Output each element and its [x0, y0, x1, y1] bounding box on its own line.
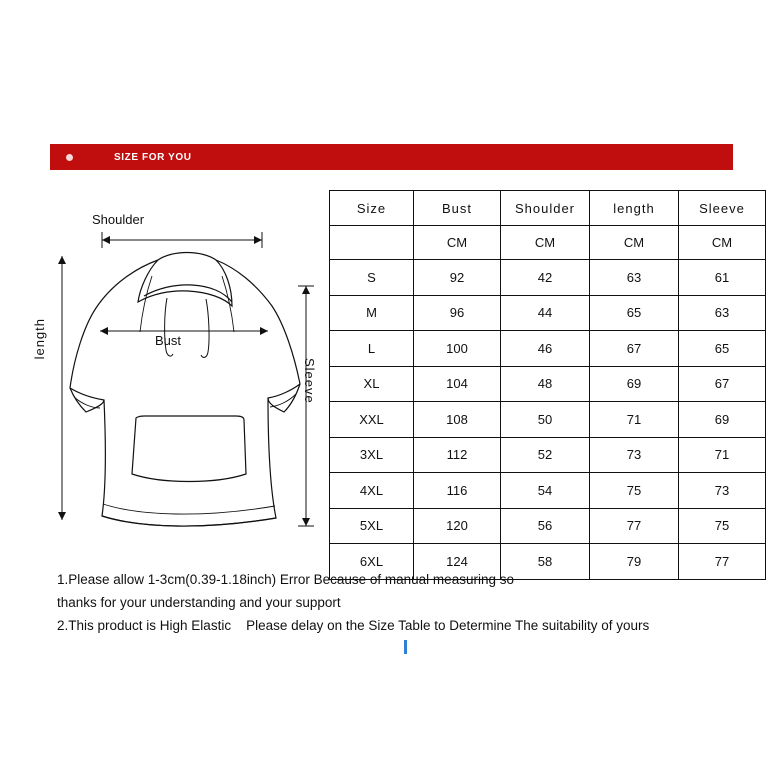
unit-cell-length: CM [590, 226, 679, 260]
column-header-size: Size [330, 191, 414, 226]
cell-shoulder: 58 [501, 544, 590, 580]
note-line-2: thanks for your understanding and your support [57, 595, 341, 610]
cell-shoulder: 44 [501, 295, 590, 331]
table-row [330, 508, 766, 544]
column-header-bust: Bust [414, 191, 501, 226]
unit-cell-bust: CM [414, 226, 501, 260]
table-row [330, 402, 766, 438]
shoulder-measure-label: Shoulder [92, 212, 145, 227]
size-banner [50, 144, 733, 170]
cell-size: S [330, 260, 414, 296]
cell-size: 6XL [330, 544, 414, 580]
cell-length: 73 [590, 437, 679, 473]
cell-sleeve: 61 [679, 260, 766, 296]
cell-shoulder: 42 [501, 260, 590, 296]
column-header-shoulder: Shoulder [501, 191, 590, 226]
cell-sleeve: 63 [679, 295, 766, 331]
cell-shoulder: 46 [501, 331, 590, 367]
cell-shoulder: 50 [501, 402, 590, 438]
unit-cell-sleeve: CM [679, 226, 766, 260]
cell-bust: 116 [414, 473, 501, 509]
cell-sleeve: 69 [679, 402, 766, 438]
cell-size: XL [330, 366, 414, 402]
cell-bust: 104 [414, 366, 501, 402]
cell-size: M [330, 295, 414, 331]
unit-cell-size [330, 226, 414, 260]
cell-sleeve: 71 [679, 437, 766, 473]
table-row [330, 260, 766, 296]
cell-sleeve: 73 [679, 473, 766, 509]
cell-bust: 124 [414, 544, 501, 580]
cell-shoulder: 56 [501, 508, 590, 544]
table-header-row [330, 191, 766, 226]
table-unit-row [330, 226, 766, 260]
cell-bust: 100 [414, 331, 501, 367]
cell-bust: 96 [414, 295, 501, 331]
cell-sleeve: 77 [679, 544, 766, 580]
column-header-length: length [590, 191, 679, 226]
cell-length: 63 [590, 260, 679, 296]
table-row [330, 366, 766, 402]
text-cursor-mark [404, 640, 407, 654]
cell-size: 3XL [330, 437, 414, 473]
cell-bust: 120 [414, 508, 501, 544]
cell-bust: 108 [414, 402, 501, 438]
size-chart-table [329, 190, 766, 580]
column-header-sleeve: Sleeve [679, 191, 766, 226]
bust-measure-label: Bust [155, 333, 182, 348]
table-row [330, 473, 766, 509]
cell-size: 4XL [330, 473, 414, 509]
banner-title: SIZE FOR YOU [114, 151, 192, 163]
cell-size: XXL [330, 402, 414, 438]
cell-length: 71 [590, 402, 679, 438]
cell-length: 69 [590, 366, 679, 402]
note-line-3: 2.This product is High Elastic Please delay on the Size Table to Determine The suitability of yours [57, 618, 650, 633]
cell-bust: 112 [414, 437, 501, 473]
cell-length: 65 [590, 295, 679, 331]
banner-dot-icon [66, 154, 73, 161]
table-row [330, 331, 766, 367]
cell-sleeve: 65 [679, 331, 766, 367]
cell-size: 5XL [330, 508, 414, 544]
cell-length: 79 [590, 544, 679, 580]
table-row [330, 437, 766, 473]
cell-length: 77 [590, 508, 679, 544]
note-line-1: 1.Please allow 1-3cm(0.39-1.18inch) Error Because of manual measuring so [57, 572, 514, 587]
cell-shoulder: 54 [501, 473, 590, 509]
cell-bust: 92 [414, 260, 501, 296]
cell-shoulder: 52 [501, 437, 590, 473]
length-measure-label: length [32, 318, 47, 360]
notes-block [57, 568, 737, 637]
cell-size: L [330, 331, 414, 367]
hoodie-illustration [40, 198, 330, 553]
cell-length: 67 [590, 331, 679, 367]
unit-cell-shoulder: CM [501, 226, 590, 260]
sleeve-measure-label: Sleeve [302, 358, 317, 404]
cell-sleeve: 67 [679, 366, 766, 402]
cell-shoulder: 48 [501, 366, 590, 402]
table-row [330, 295, 766, 331]
cell-sleeve: 75 [679, 508, 766, 544]
cell-length: 75 [590, 473, 679, 509]
hoodie-diagram-svg [40, 198, 330, 553]
